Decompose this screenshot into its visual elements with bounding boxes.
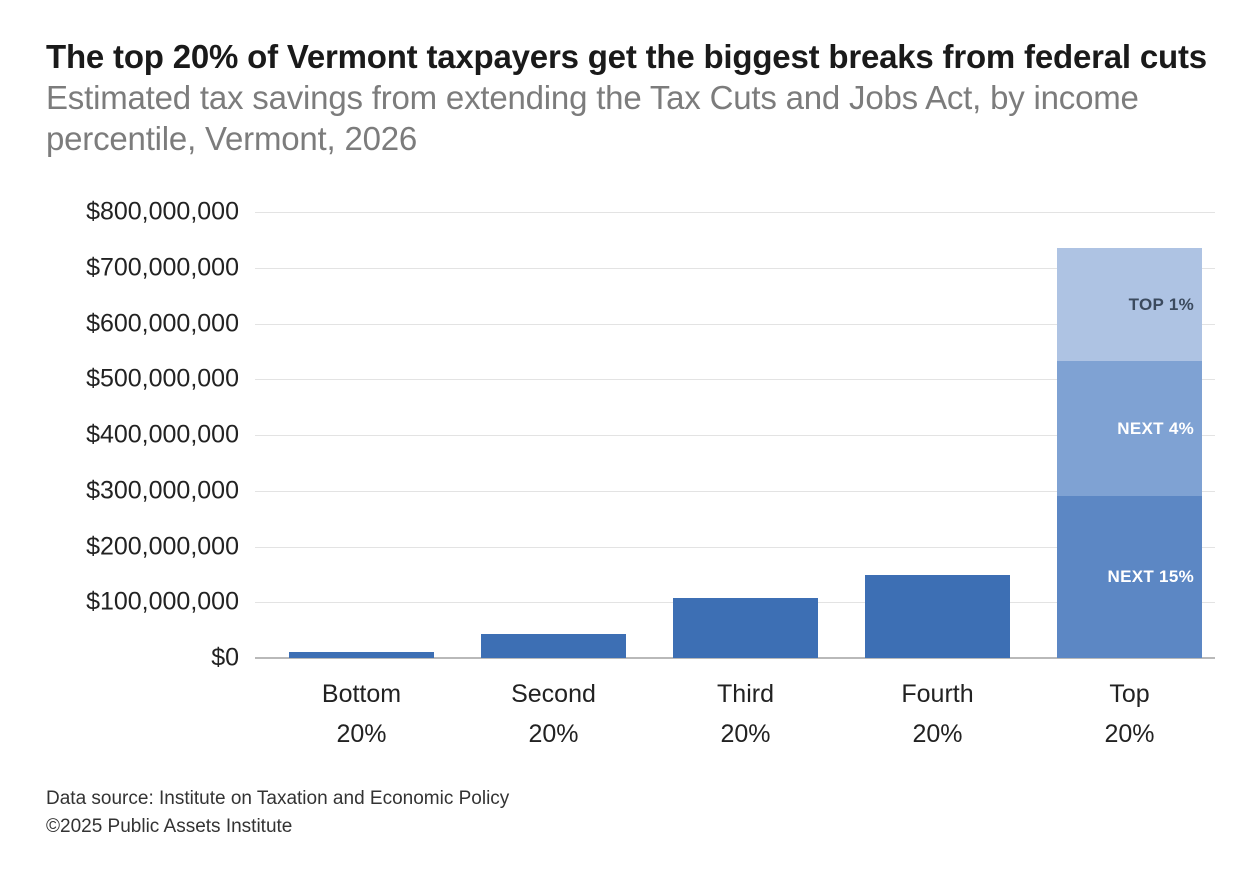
- y-tick-label: $100,000,000: [86, 587, 239, 616]
- x-axis-labels: [255, 674, 1215, 764]
- segment-label-top-1: TOP 1%: [1128, 294, 1194, 314]
- bar-segment-top-1: [1057, 248, 1202, 361]
- y-tick-label: $400,000,000: [86, 420, 239, 449]
- x-tick-line-2: 20%: [720, 720, 771, 748]
- y-tick-label: $700,000,000: [86, 253, 239, 282]
- bar-second-20[interactable]: [481, 634, 626, 658]
- bar-segment: [865, 575, 1010, 658]
- x-tick-line-2: 20%: [336, 720, 387, 748]
- copyright-text: ©2025 Public Assets Institute: [46, 816, 293, 837]
- x-tick-top-20: [1037, 674, 1222, 754]
- bar-segment-next-4: [1057, 361, 1202, 496]
- chart-footer: [46, 785, 1146, 841]
- data-source-text: Data source: Institute on Taxation and Economic Policy: [46, 788, 510, 809]
- y-tick-label: $300,000,000: [86, 476, 239, 505]
- bar-third-20[interactable]: [673, 598, 818, 658]
- segment-label-next-15: NEXT 15%: [1107, 567, 1194, 586]
- x-tick-line-1: Second: [511, 680, 596, 708]
- chart-title-block: [46, 36, 1226, 159]
- bar-series: [255, 212, 1215, 658]
- x-tick-third-20: [653, 674, 838, 754]
- y-tick-label: $200,000,000: [86, 532, 239, 560]
- y-tick-label: $800,000,000: [86, 197, 239, 226]
- y-tick-label: $500,000,000: [86, 364, 239, 393]
- x-tick-fourth-20: [845, 674, 1030, 754]
- x-tick-line-2: 20%: [1104, 720, 1155, 748]
- bar-fourth-20[interactable]: [865, 575, 1010, 658]
- chart-area: [0, 196, 1260, 756]
- x-tick-second-20: [461, 674, 646, 754]
- title-headline: The top 20% of Vermont taxpayers get the biggest breaks from federal cuts: [46, 38, 1207, 75]
- bar-segment-next-15: [1057, 496, 1202, 658]
- x-tick-bottom-20: [269, 674, 454, 754]
- title-subhead: Estimated tax savings from extending the Tax Cuts and Jobs Act, by income percentile, Vermont, 2026: [46, 79, 1139, 157]
- y-tick-label: $600,000,000: [86, 309, 239, 337]
- x-tick-line-1: Fourth: [901, 680, 974, 708]
- x-tick-line-2: 20%: [528, 720, 579, 748]
- segment-label-next-4: NEXT 4%: [1117, 418, 1194, 438]
- x-tick-line-1: Bottom: [321, 680, 402, 708]
- bar-top-20[interactable]: [1057, 248, 1202, 658]
- x-tick-line-1: Third: [717, 680, 774, 708]
- bar-segment: [289, 652, 434, 658]
- page-title: [46, 36, 1226, 159]
- x-tick-line-1: Top: [1109, 680, 1150, 708]
- bar-segment: [673, 598, 818, 658]
- bar-bottom-20[interactable]: [289, 652, 434, 658]
- bar-segment: [481, 634, 626, 658]
- y-tick-label: $0: [211, 643, 239, 672]
- x-tick-line-2: 20%: [912, 720, 963, 748]
